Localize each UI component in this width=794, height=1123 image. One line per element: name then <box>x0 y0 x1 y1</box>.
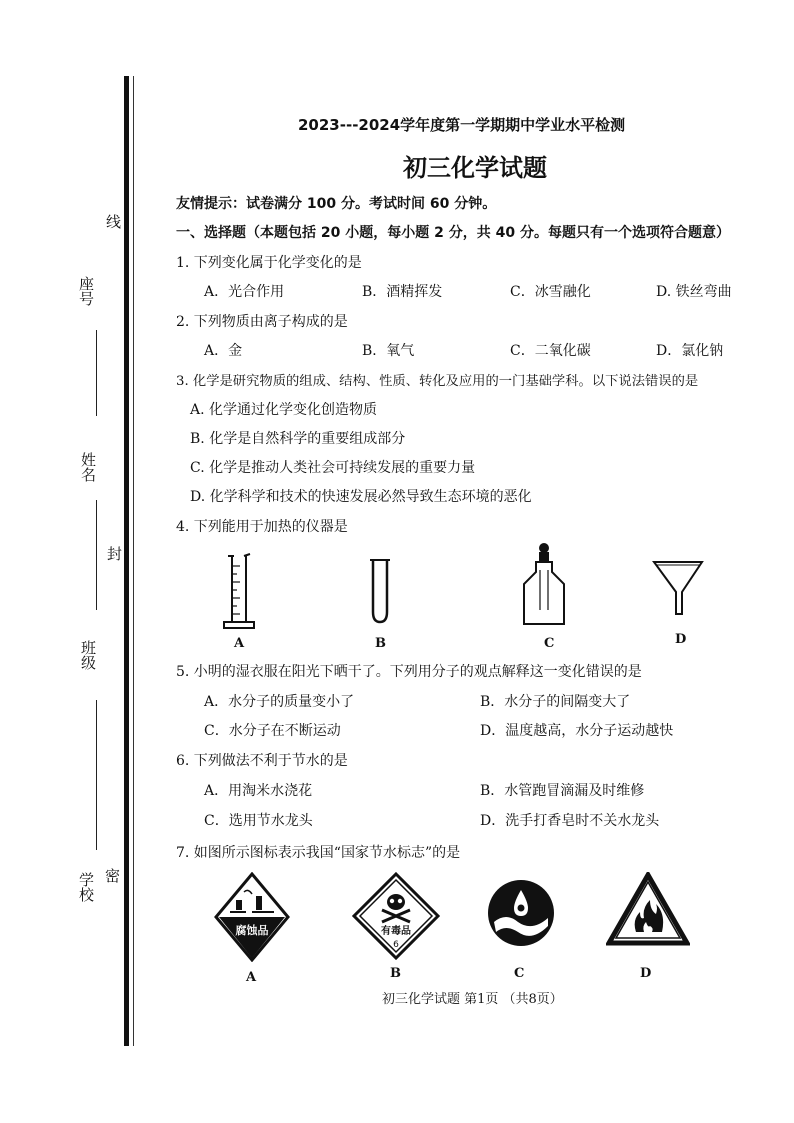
name-blank <box>96 500 97 610</box>
seat-label: 座号 <box>77 276 95 306</box>
q1-option-a: A．光合作用 <box>204 284 285 300</box>
q6-option-c: C．选用节水龙头 <box>204 813 313 829</box>
water-saving-sign-icon <box>486 878 556 948</box>
q5-option-d: D．温度越高，水分子运动越快 <box>480 723 674 739</box>
q2-stem: 2. 下列物质由离子构成的是 <box>176 314 348 330</box>
q4-fig-d: D <box>675 632 687 647</box>
q7-fig-a: A <box>246 970 257 985</box>
q2-option-d: D．氯化钠 <box>656 343 724 359</box>
class-blank <box>96 700 97 850</box>
q2-option-a: A．金 <box>204 343 243 359</box>
toxic-sign-icon <box>352 872 440 960</box>
q3-option-c: C. 化学是推动人类社会可持续发展的重要力量 <box>190 460 476 476</box>
binding-line <box>124 76 129 1046</box>
q2-option-b: B．氧气 <box>362 343 415 359</box>
line-mark: 线 <box>104 214 122 229</box>
funnel-icon <box>650 556 706 618</box>
q1-option-b: B．酒精挥发 <box>362 284 443 300</box>
exam-title: 2023---2024学年度第一学期期中学业水平检测 <box>298 116 626 134</box>
tip-label: 友情提示： <box>176 196 246 212</box>
binding-line-thin <box>133 76 134 1046</box>
q4-fig-a: A <box>234 636 245 651</box>
class-label: 班级 <box>79 640 97 670</box>
q7-stem: 7. 如图所示图标表示我国“国家节水标志”的是 <box>176 845 461 861</box>
q3-option-d: D. 化学科学和技术的快速发展必然导致生态环境的恶化 <box>190 489 532 505</box>
toxic-sign-text: 有毒品 <box>381 926 411 937</box>
toxic-sign-class: 6 <box>393 940 399 950</box>
seat-blank <box>96 330 97 416</box>
school-label: 学校 <box>77 872 95 902</box>
q6-stem: 6. 下列做法不利于节水的是 <box>176 753 348 769</box>
q2-option-c: C．二氧化碳 <box>510 343 591 359</box>
subject-title: 初三化学试题 <box>403 154 547 182</box>
q1-stem: 1. 下列变化属于化学变化的是 <box>176 255 362 271</box>
corrosive-sign-icon <box>214 872 290 962</box>
name-label: 姓名 <box>79 452 97 482</box>
q4-stem: 4. 下列能用于加热的仪器是 <box>176 519 348 535</box>
secret-mark: 密 <box>103 868 121 883</box>
q5-option-a: A．水分子的质量变小了 <box>204 694 355 710</box>
reagent-bottle-icon <box>516 540 572 630</box>
q4-fig-b: B <box>375 636 386 651</box>
q7-fig-b: B <box>390 966 401 981</box>
tip-line <box>176 193 496 213</box>
q1-option-c: C．冰雪融化 <box>510 284 591 300</box>
q7-fig-c: C <box>514 966 525 981</box>
q7-fig-d: D <box>640 966 652 981</box>
q6-option-b: B．水管跑冒滴漏及时维修 <box>480 783 645 799</box>
q5-stem: 5. 小明的湿衣服在阳光下晒干了。下列用分子的观点解释这一变化错误的是 <box>176 664 642 680</box>
flammable-sign-icon <box>606 872 690 946</box>
q6-option-a: A．用淘米水浇花 <box>204 783 313 799</box>
q5-option-c: C．水分子在不断运动 <box>204 723 341 739</box>
seal-mark: 封 <box>105 546 123 561</box>
tip-text: 试卷满分 100 分。考试时间 60 分钟。 <box>246 196 497 212</box>
q4-fig-c: C <box>544 636 555 651</box>
q1-option-d: D. 铁丝弯曲 <box>656 284 732 300</box>
q5-option-b: B．水分子的间隔变大了 <box>480 694 631 710</box>
page-footer: 初三化学试题 第1页 （共8页） <box>382 992 563 1007</box>
corrosive-sign-text: 腐蚀品 <box>235 924 269 937</box>
q3-option-b: B. 化学是自然科学的重要组成部分 <box>190 431 406 447</box>
section-heading: 一、选择题（本题包括 20 小题，每小题 2 分，共 40 分。每题只有一个选项符合题意） <box>176 225 730 241</box>
graduated-cylinder-icon <box>214 552 264 632</box>
q3-stem: 3. 化学是研究物质的组成、结构、性质、转化及应用的一门基础学科。以下说法错误的是 <box>176 374 699 389</box>
test-tube-icon <box>364 556 396 626</box>
q3-option-a: A. 化学通过化学变化创造物质 <box>190 402 378 418</box>
q6-option-d: D．洗手打香皂时不关水龙头 <box>480 813 660 829</box>
